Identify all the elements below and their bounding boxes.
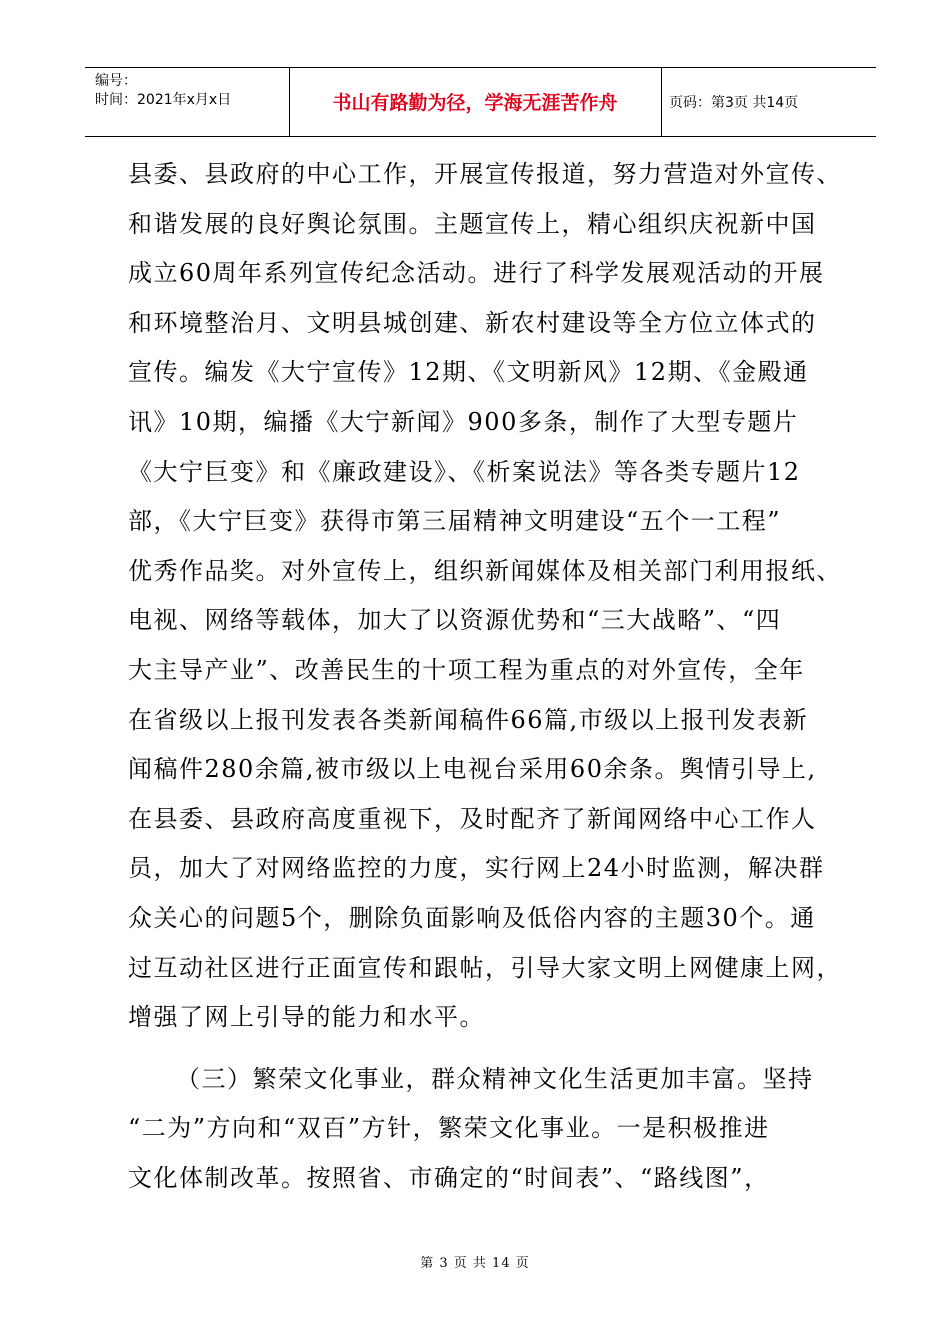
text-line: 和谐发展的良好舆论氛围。主题宣传上，精心组织庆祝新中国	[128, 209, 817, 238]
text-line: 成立60周年系列宣传纪念活动。进行了科学发展观活动的开展	[128, 259, 825, 288]
text-line: 众关心的问题5个，删除负面影响及低俗内容的主题30个。通	[128, 903, 816, 932]
document-body	[128, 150, 848, 1203]
text-line: 闻稿件280余篇,被市级以上电视台采用60余条。舆情引导上,	[128, 755, 817, 784]
paragraph-1	[128, 150, 848, 1043]
paragraph-2	[128, 1055, 848, 1204]
text-line: 过互动社区进行正面宣传和跟帖，引导大家文明上网健康上网，	[128, 953, 842, 982]
text-line: 文化体制改革。按照省、市确定的“时间表”、“路线图”，	[128, 1163, 770, 1192]
text-line: （三）繁荣文化事业，群众精神文化生活更加丰富。坚持	[176, 1064, 814, 1093]
text-line: 大主导产业”、改善民生的十项工程为重点的对外宣传，全年	[128, 655, 805, 684]
text-line: 增强了网上引导的能力和水平。	[128, 1003, 485, 1032]
text-line: 和环境整治月、文明县城创建、新农村建设等全方位立体式的	[128, 308, 817, 337]
header-number-label: 编号：	[95, 73, 137, 89]
text-line: 县委、县政府的中心工作，开展宣传报道，努力营造对外宣传、	[128, 160, 842, 188]
page-header	[85, 67, 876, 137]
text-line: 电视、网络等载体，加大了以资源优势和“三大战略”、“四	[128, 606, 782, 635]
text-line: 部，《大宁巨变》获得市第三届精神文明建设“五个一工程”	[128, 507, 782, 536]
text-line: 《大宁巨变》和《廉政建设》、《析案说法》等各类专题片12	[128, 457, 801, 486]
header-time-label: 时间：2021年x月x日	[95, 92, 232, 108]
header-slogan: 书山有路勤为径，学海无涯苦作舟	[332, 92, 618, 114]
page-footer: 第 3 页 共 14 页	[420, 1256, 530, 1271]
text-line: 在县委、县政府高度重视下，及时配齐了新闻网络中心工作人	[128, 804, 817, 833]
text-line: 优秀作品奖。对外宣传上，组织新闻媒体及相关部门利用报纸、	[128, 556, 842, 585]
text-line: 宣传。编发《大宁宣传》12期、《文明新风》12期、《金殿通	[128, 358, 809, 387]
paragraph-gap	[128, 1043, 848, 1055]
text-line: 在省级以上报刊发表各类新闻稿件66篇,市级以上报刊发表新	[128, 705, 809, 734]
header-divider-right	[661, 68, 662, 136]
header-page-info: 页码：第3页 共14页	[669, 94, 799, 111]
text-line: “二为”方向和“双百”方针，繁荣文化事业。一是积极推进	[128, 1114, 770, 1143]
text-line: 讯》10期，编播《大宁新闻》900多条，制作了大型专题片	[128, 407, 799, 436]
header-meta	[95, 72, 231, 110]
text-line: 员，加大了对网络监控的力度，实行网上24小时监测，解决群	[128, 854, 825, 883]
